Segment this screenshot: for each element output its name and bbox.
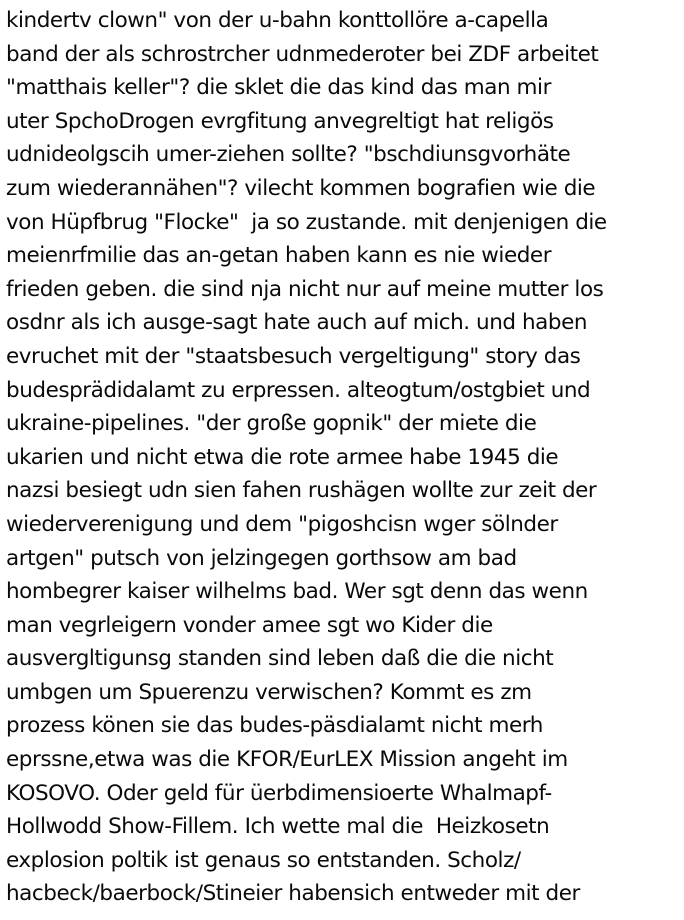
text-line-4: uter SpchoDrogen evrgfitung anvegreltigt hat religös <box>6 108 554 134</box>
text-line-23: eprssne,etwa was die KFOR/EurLEX Mission angeht im <box>6 747 568 773</box>
text-line-10: osdnr als ich ausge-sagt hate auch auf mich. und haben <box>6 310 588 336</box>
text-line-22: prozess könen sie das budes-päsdialamt nicht merh <box>6 713 543 739</box>
text-line-2: band der als schrostrcher udnmederoter bei ZDF arbeitet <box>6 41 599 67</box>
text-line-1: kindertv clown" von der u-bahn konttollöre a-capella <box>6 8 549 33</box>
text-line-17: artgen" putsch von jelzingegen gorthsow am bad <box>6 545 517 571</box>
text-line-15: nazsi besiegt udn sien fahen rushägen wollte zur zeit der <box>6 478 597 504</box>
text-line-6: zum wiederannähen"? vilecht kommen bografien wie die <box>6 175 596 201</box>
text-line-19: man vegrleigern vonder amee sgt wo Kider die <box>6 612 493 638</box>
body-text <box>6 4 682 911</box>
text-line-5: udnideolgscih umer-ziehen sollte? "bschdiunsgvorhäte <box>6 142 571 168</box>
text-line-8: meienrfmilie das an-getan haben kann es nie wieder <box>6 243 552 269</box>
text-line-18: hombegrer kaiser wilhelms bad. Wer sgt denn das wenn <box>6 579 588 605</box>
text-line-26: explosion poltik ist genaus so entstanden. Scholz/ <box>6 847 521 873</box>
text-line-21: umbgen um Spuerenzu verwischen? Kommt es zm <box>6 679 532 705</box>
text-line-27: hacbeck/baerbock/Stineier habensich entweder mit der <box>6 881 580 907</box>
text-line-11: evruchet mit der "staatsbesuch vergeltigung" story das <box>6 343 581 369</box>
text-line-14: ukarien und nicht etwa die rote armee habe 1945 die <box>6 444 559 470</box>
text-line-20: ausvergltigunsg standen sind leben daß die die nicht <box>6 646 554 672</box>
text-line-3: "matthais keller"? die sklet die das kind das man mir <box>6 75 551 101</box>
text-line-25: Hollwodd Show-Fillem. Ich wette mal die Heizkosetn <box>6 814 550 840</box>
text-line-7: von Hüpfbrug "Flocke" ja so zustande. mit denjenigen die <box>6 209 607 235</box>
text-line-24: KOSOVO. Oder geld für üerbdimensioerte Whalmapf- <box>6 780 552 806</box>
text-line-13: ukraine-pipelines. "der große gopnik" der miete die <box>6 411 537 437</box>
text-line-12: budesprädidalamt zu erpressen. alteogtum/ostgbiet und <box>6 377 591 403</box>
text-line-16: wiederverenigung und dem "pigoshcisn wger sölnder <box>6 511 558 537</box>
text-line-9: frieden geben. die sind nja nicht nur auf meine mutter los <box>6 276 604 302</box>
